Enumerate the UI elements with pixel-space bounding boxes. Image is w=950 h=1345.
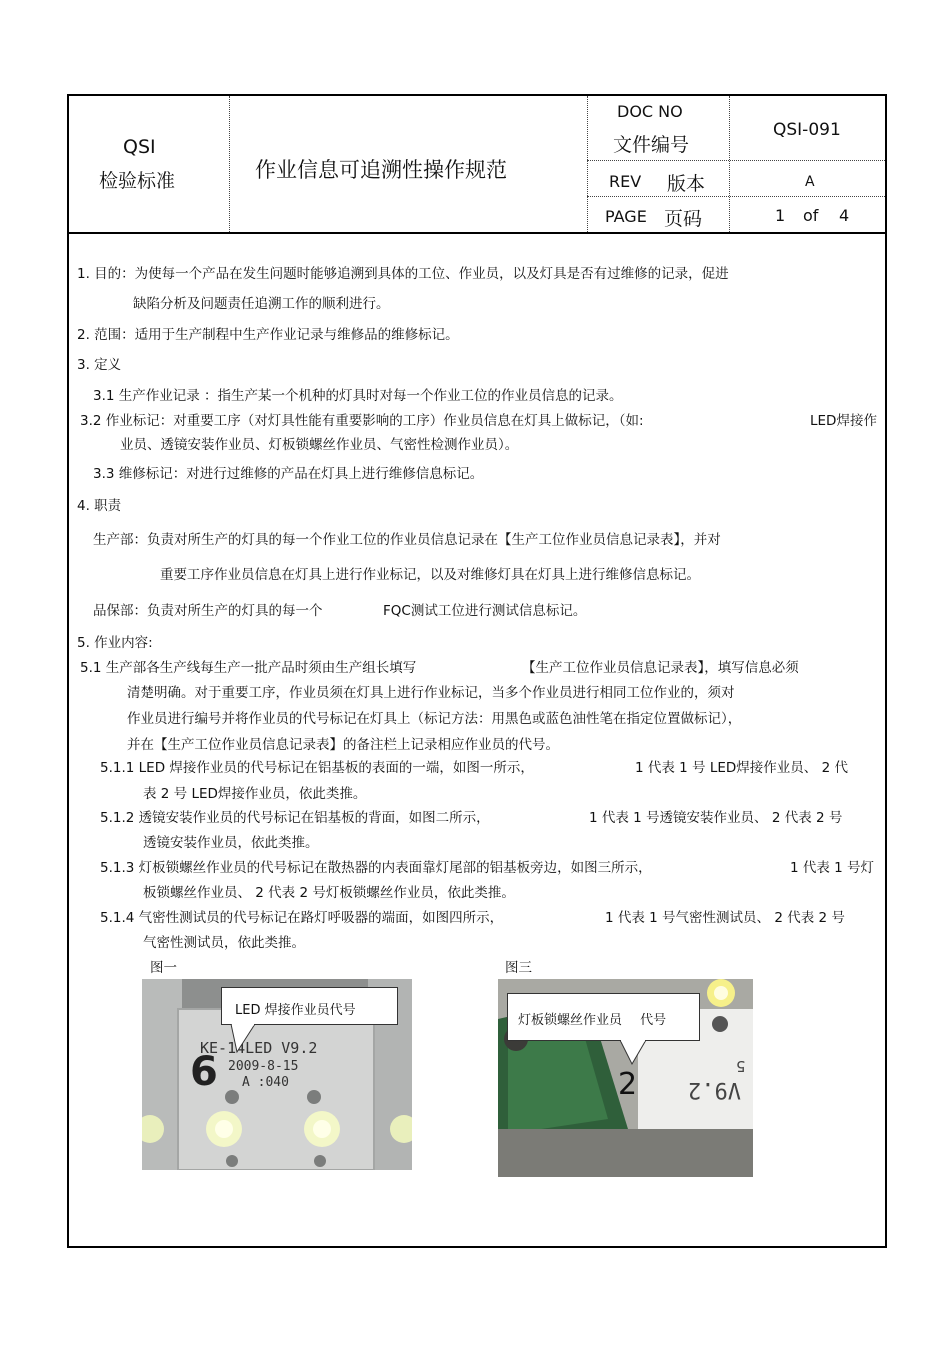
page-of: of <box>803 206 819 225</box>
work-5-1-2: 5.1.2 透镜安装作业员的代号标记在铝基板的背面，如图二所示， <box>100 810 490 826</box>
page-label-en: PAGE <box>605 207 647 226</box>
header-divider <box>729 96 730 232</box>
page-total: 4 <box>839 206 850 225</box>
figure-1-board-date: 2009-8-15 <box>228 1059 299 1074</box>
figure-3-callout-code: 代号 <box>640 1013 667 1028</box>
definition-3-1: 3.1 生产作业记录 ：指生产某一个机种的灯具时对每一个作业工位的作业员信息的记录。 <box>93 388 623 404</box>
header-standard-label: 检验标准 <box>99 170 176 192</box>
figure-3-callout <box>507 993 700 1041</box>
figure-3-callout-label: 灯板锁螺丝作业员 <box>518 1013 623 1028</box>
doc-no-value: QSI-091 <box>773 120 841 140</box>
figure-1-board-lot: A :040 <box>242 1075 289 1090</box>
definition-3-2-tail: LED焊接作 <box>810 413 877 429</box>
section-scope: 2. 范围：适用于生产制程中生产作业记录与维修品的维修标记。 <box>77 327 459 343</box>
header-divider <box>229 96 230 232</box>
header-divider <box>587 96 588 232</box>
section-responsibility: 4. 职责 <box>77 498 122 514</box>
rev-label-cn: 版本 <box>667 173 706 195</box>
doc-no-label-cn: 文件编号 <box>613 134 690 156</box>
figure-1-callout-pointer <box>229 1024 269 1054</box>
definition-3-3: 3.3 维修标记：对进行过维修的产品在灯具上进行维修信息标记。 <box>93 466 484 482</box>
page-title: 作业信息可追溯性操作规范 <box>255 158 507 182</box>
doc-no-label-en: DOC NO <box>617 102 683 121</box>
section-purpose-cont: 缺陷分析及问题责任追溯工作的顺利进行。 <box>133 296 390 312</box>
work-5-1-2-tail: 1 代表 1 号透镜安装作业员、 2 代表 2 号 <box>589 810 843 826</box>
work-5-1-line3: 作业员进行编号并将作业员的代号标记在灯具上（标记方法：用黑色或蓝色油性笔在指定位置做标记）， <box>127 711 742 727</box>
figure-1-caption: 图一 <box>150 960 177 976</box>
work-5-1-3: 5.1.3 灯板锁螺丝作业员的代号标记在散热器的内表面靠灯尾部的铝基板旁边，如图三所示， <box>100 860 652 876</box>
definition-3-2-cont: 业员、透镜安装作业员、灯板锁螺丝作业员、气密性检测作业员）。 <box>120 437 519 453</box>
figure-3-caption: 图三 <box>505 960 532 976</box>
section-purpose: 1. 目的：为使每一个产品在发生问题时能够追溯到具体的工位、作业员，以及灯具是否有过维修的记录，促进 <box>77 266 729 282</box>
work-5-1: 5.1 生产部各生产线每生产一批产品时须由生产组长填写 <box>80 660 417 676</box>
document-header <box>69 96 885 234</box>
responsibility-production-cont: 重要工序作业员信息在灯具上进行作业标记，以及对维修灯具在灯具上进行维修信息标记。 <box>160 567 700 583</box>
work-5-1-1-line2: 表 2 号 LED焊接作业员，依此类推。 <box>143 786 367 802</box>
figure-3-board-number: 5 <box>736 1057 746 1075</box>
figure-3-board-text: V9.2 <box>688 1077 741 1102</box>
page-number: 1 <box>775 206 786 225</box>
section-work-content: 5. 作业内容: <box>77 635 153 651</box>
work-5-1-tail: 【生产工位作业员信息记录表】，填写信息必须 <box>522 660 799 676</box>
work-5-1-1: 5.1.1 LED 焊接作业员的代号标记在铝基板的表面的一端，如图一所示， <box>100 760 534 776</box>
figure-3-operator-mark: 2 <box>618 1067 638 1102</box>
work-5-1-line4: 并在【生产工位作业员信息记录表】的备注栏上记录相应作业员的代号。 <box>127 737 559 753</box>
section-definitions: 3. 定义 <box>77 357 122 373</box>
definition-3-2: 3.2 作业标记：对重要工序（对灯具性能有重要影响的工序）作业员信息在灯具上做标记，（如: <box>80 413 644 429</box>
header-row-divider <box>587 160 885 161</box>
rev-value: A <box>805 174 815 190</box>
work-5-1-4: 5.1.4 气密性测试员的代号标记在路灯呼吸器的端面，如图四所示， <box>100 910 504 926</box>
work-5-1-3-tail: 1 代表 1 号灯 <box>790 860 875 876</box>
responsibility-qa-tail: FQC测试工位进行测试信息标记。 <box>383 603 587 619</box>
responsibility-qa: 品保部：负责对所生产的灯具的每一个 <box>93 603 323 619</box>
work-5-1-4-tail: 1 代表 1 号气密性测试员、 2 代表 2 号 <box>605 910 845 926</box>
work-5-1-3-line2: 板锁螺丝作业员、 2 代表 2 号灯板锁螺丝作业员，依此类推。 <box>143 885 515 901</box>
responsibility-production: 生产部：负责对所生产的灯具的每一个作业工位的作业员信息记录在【生产工位作业员信息记录表】，并对 <box>93 532 721 548</box>
figure-3-callout-pointer <box>618 1040 658 1070</box>
work-5-1-4-line2: 气密性测试员，依此类推。 <box>143 935 305 951</box>
header-row-divider <box>587 196 885 197</box>
rev-label-en: REV <box>609 172 642 191</box>
header-qsi: QSI <box>123 136 156 158</box>
figure-1-callout: LED 焊接作业员代号 <box>221 987 398 1025</box>
page-label-cn: 页码 <box>664 208 703 230</box>
work-5-1-line2: 清楚明确。对于重要工序，作业员须在灯具上进行作业标记，当多个作业员进行相同工位作业的，须对 <box>127 685 735 701</box>
figure-1-operator-mark: 6 <box>190 1049 218 1095</box>
work-5-1-1-tail: 1 代表 1 号 LED焊接作业员、 2 代 <box>635 760 848 776</box>
work-5-1-2-line2: 透镜安装作业员，依此类推。 <box>143 835 319 851</box>
figure-1-board-model: KE-14LED V9.2 <box>200 1039 318 1057</box>
